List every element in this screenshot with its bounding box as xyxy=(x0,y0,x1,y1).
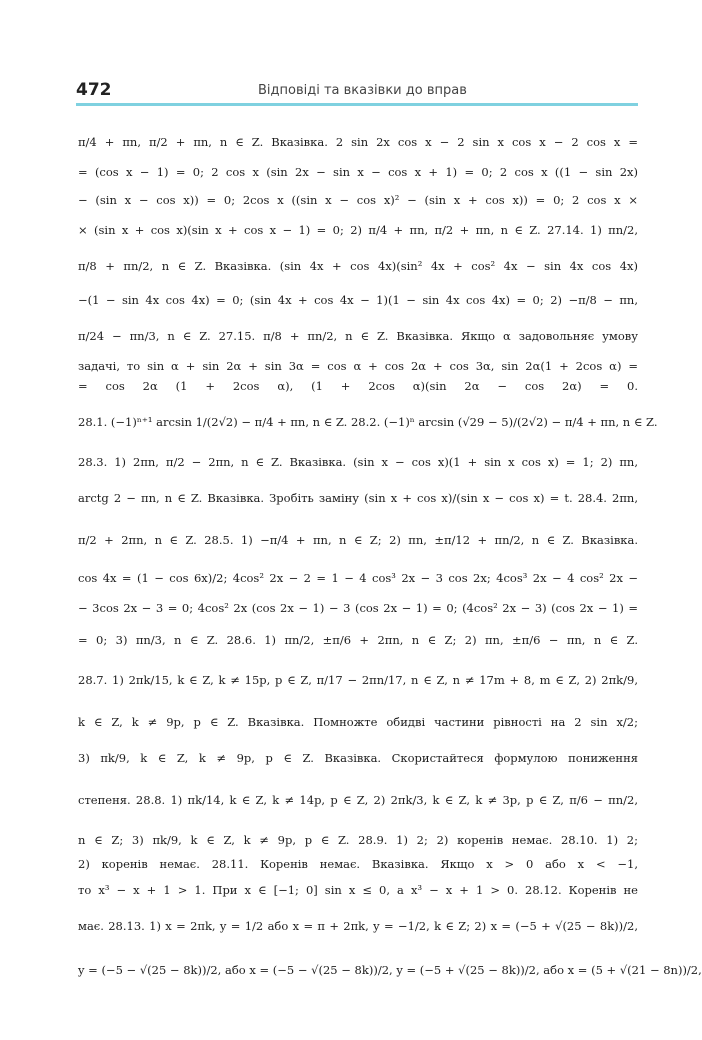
text-line: = 0; 3) πn/3, n ∈ Z. 28.6. 1) πn/2, ±π/6 + 2πn, n ∈ Z; 2) πn, ±π/6 − πn, n ∈ Z. xyxy=(78,633,638,647)
text-line: − (sin x − cos x)) = 0; 2cos x ((sin x − cos x)² − (sin x + cos x)) = 0; 2 cos x × xyxy=(78,193,638,207)
text-line: 28.3. 1) 2πn, π/2 − 2πn, n ∈ Z. Вказівка. (sin x − cos x)(1 + sin x cos x) = 1; 2) πn, xyxy=(78,455,638,469)
text-line: k ∈ Z, k ≠ 9p, p ∈ Z. Вказівка. Помножте обидві частини рівності на 2 sin x/2; xyxy=(78,715,638,729)
text-line: × (sin x + cos x)(sin x + cos x − 1) = 0; 2) π/4 + πn, π/2 + πn, n ∈ Z. 27.14. 1) πn/2, xyxy=(78,223,638,237)
text-line: то x³ − x + 1 > 1. При x ∈ [−1; 0] sin x ≤ 0, а x³ − x + 1 > 0. 28.12. Коренів не xyxy=(78,883,638,897)
text-line: степеня. 28.8. 1) πk/14, k ∈ Z, k ≠ 14p, p ∈ Z, 2) 2πk/3, k ∈ Z, k ≠ 3p, p ∈ Z, π/6 − πn/2, xyxy=(78,793,638,807)
text-line: задачі, то sin α + sin 2α + sin 3α = cos α + cos 2α + cos 3α, sin 2α(1 + 2cos α) = xyxy=(78,359,638,373)
page-number: 472 xyxy=(76,80,112,100)
text-line: π/8 + πn/2, n ∈ Z. Вказівка. (sin 4x + cos 4x)(sin² 4x + cos² 4x − sin 4x cos 4x) xyxy=(78,259,638,273)
text-line: π/24 − πn/3, n ∈ Z. 27.15. π/8 + πn/2, n ∈ Z. Вказівка. Якщо α задовольняє умову xyxy=(78,329,638,343)
text-line: arctg 2 − πn, n ∈ Z. Вказівка. Зробіть заміну (sin x + cos x)/(sin x − cos x) = t. 28.4. 2πn, xyxy=(78,491,638,505)
text-line: 2) коренів немає. 28.11. Коренів немає. Вказівка. Якщо x > 0 або x < −1, xyxy=(78,857,638,871)
text-line: = (cos x − 1) = 0; 2 cos x (sin 2x − sin x − cos x + 1) = 0; 2 cos x ((1 − sin 2x) xyxy=(78,165,638,179)
text-line: 3) πk/9, k ∈ Z, k ≠ 9p, p ∈ Z. Вказівка. Скористайтеся формулою пониження xyxy=(78,751,638,765)
text-line: 28.7. 1) 2πk/15, k ∈ Z, k ≠ 15p, p ∈ Z, π/17 − 2πn/17, n ∈ Z, n ≠ 17m + 8, m ∈ Z, 2) 2πk/9, xyxy=(78,673,638,687)
text-line: y = (−5 − √(25 − 8k))/2, або x = (−5 − √(25 − 8k))/2, y = (−5 + √(25 − 8k))/2, або x = (5 + √(21 − 8n))/2, xyxy=(78,963,702,977)
text-line: π/4 + πn, π/2 + πn, n ∈ Z. Вказівка. 2 sin 2x cos x − 2 sin x cos x − 2 cos x = xyxy=(78,135,638,149)
text-line: − 3cos 2x − 3 = 0; 4cos² 2x (cos 2x − 1) − 3 (cos 2x − 1) = 0; (4cos² 2x − 3) (cos 2x − 1) = xyxy=(78,601,638,615)
text-line: 28.1. (−1)ⁿ⁺¹ arcsin 1/(2√2) − π/4 + πn, n ∈ Z. 28.2. (−1)ⁿ arcsin (√29 − 5)/(2√2) − π/4 + πn, n ∈ Z. xyxy=(78,415,658,429)
text-line: π/2 + 2πn, n ∈ Z. 28.5. 1) −π/4 + πn, n ∈ Z; 2) πn, ±π/12 + πn/2, n ∈ Z. Вказівка. xyxy=(78,533,638,547)
text-line: має. 28.13. 1) x = 2πk, y = 1/2 або x = π + 2πk, y = −1/2, k ∈ Z; 2) x = (−5 + √(25 − 8k))/2, xyxy=(78,919,638,933)
text-line: = cos 2α (1 + 2cos α), (1 + 2cos α)(sin 2α − cos 2α) = 0. xyxy=(78,379,638,393)
header-rule xyxy=(76,103,638,106)
page-header xyxy=(0,0,690,110)
text-line: cos 4x = (1 − cos 6x)/2; 4cos² 2x − 2 = 1 − 4 cos³ 2x − 3 cos 2x; 4cos³ 2x − 4 cos² 2x − xyxy=(78,571,638,585)
running-title: Відповіді та вказівки до вправ xyxy=(258,83,467,98)
text-line: n ∈ Z; 3) πk/9, k ∈ Z, k ≠ 9p, p ∈ Z. 28.9. 1) 2; 2) коренів немає. 28.10. 1) 2; xyxy=(78,833,638,847)
text-line: −(1 − sin 4x cos 4x) = 0; (sin 4x + cos 4x − 1)(1 − sin 4x cos 4x) = 0; 2) −π/8 − πn, xyxy=(78,293,638,307)
